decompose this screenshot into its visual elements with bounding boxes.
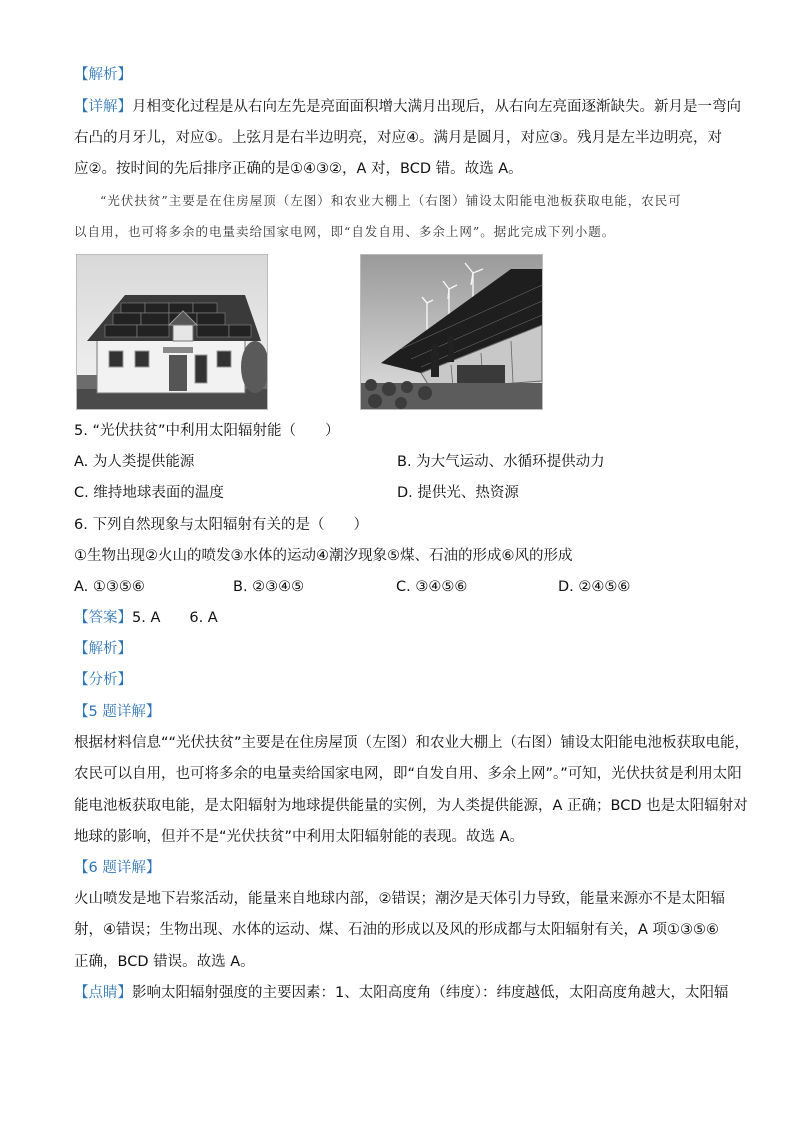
q6-option-d: D. ②④⑤⑥ [558,579,631,595]
q5-detail-line-3: 能电池板获取电能，是太阳辐射为地球提供能量的实例，为人类提供能源，A 正确；BCD 也是太阳辐射对 [74,798,748,814]
fenxi-heading: 【分析】 [74,672,132,688]
dianjing-tag: 【点睛】 [74,985,132,1001]
material-line-1: “光伏扶贫”主要是在住房屋顶（左图）和农业大棚上（右图）铺设太阳能电池板获取电能，农民可 [100,193,682,208]
q6-stem: 6. 下列自然现象与太阳辐射有关的是（ ） [74,517,368,533]
dianjing-text: 影响太阳辐射强度的主要因素：1、太阳高度角（纬度）：纬度越低，太阳高度角越大，太阳辐 [132,985,729,1001]
q5-option-c: C. 维持地球表面的温度 [74,485,224,501]
material-line-2: 以自用，也可将多余的电量卖给国家电网，即“自发自用、多余上网”。据此完成下列小题。 [74,224,616,239]
q6-option-c: C. ③④⑤⑥ [396,579,468,595]
answer-tag: 【答案】 [74,610,132,626]
analysis2-heading: 【解析】 [74,641,132,657]
house-solar-photo [76,254,268,410]
analysis-heading: 【解析】 [74,67,132,83]
q5-detail-heading: 【5 题详解】 [74,704,161,720]
answer-text: 5. A 6. A [132,610,218,626]
answer-line [74,607,218,629]
analysis-line-2: 右凸的月牙儿，对应①。上弦月是右半边明亮，对应④。满月是圆月，对应③。残月是左半边明亮，对 [74,130,722,146]
greenhouse-solar-photo [360,254,543,410]
q5-stem: 5. “光伏扶贫”中利用太阳辐射能（ ） [74,423,340,439]
q6-items: ①生物出现②火山的喷发③水体的运动④潮汐现象⑤煤、石油的形成⑥风的形成 [74,548,573,564]
q5-option-d: D. 提供光、热资源 [397,485,519,501]
analysis-line-3: 应②。按时间的先后排序正确的是①④③②，A 对，BCD 错。故选 A。 [74,161,523,177]
analysis-text-1: 月相变化过程是从右向左先是亮面面积增大满月出现后，从右向左亮面逐渐缺失。新月是一弯向 [132,99,741,115]
q6-detail-line-3: 正确，BCD 错误。故选 A。 [74,954,255,970]
q5-option-a: A. 为人类提供能源 [74,454,195,470]
q6-detail-line-2: 射，④错误；生物出现、水体的运动、煤、石油的形成以及风的形成都与太阳辐射有关，A 项①③⑤⑥ [74,922,720,938]
detail-tag: 【详解】 [74,99,132,115]
q6-detail-heading: 【6 题详解】 [74,860,161,876]
dianjing-line [74,982,728,1004]
q5-detail-line-2: 农民可以自用，也可将多余的电量卖给国家电网，即“自发自用、多余上网”。”可知，光伏扶贫是利用太阳 [74,766,742,782]
q5-detail-line-1: 根据材料信息““光伏扶贫”主要是在住房屋顶（左图）和农业大棚上（右图）铺设太阳能电池板获取电能， [74,735,750,751]
q5-option-b: B. 为大气运动、水循环提供动力 [397,454,605,470]
analysis-line-1 [74,96,741,118]
q6-option-b: B. ②③④⑤ [233,579,305,595]
q5-detail-line-4: 地球的影响，但并不是“光伏扶贫”中利用太阳辐射能的表现。故选 A。 [74,829,525,845]
q6-option-a: A. ①③⑤⑥ [74,579,145,595]
q6-detail-line-1: 火山喷发是地下岩浆活动，能量来自地球内部，②错误；潮汐是天体引力导致，能量来源亦不是太阳辐 [74,891,725,907]
